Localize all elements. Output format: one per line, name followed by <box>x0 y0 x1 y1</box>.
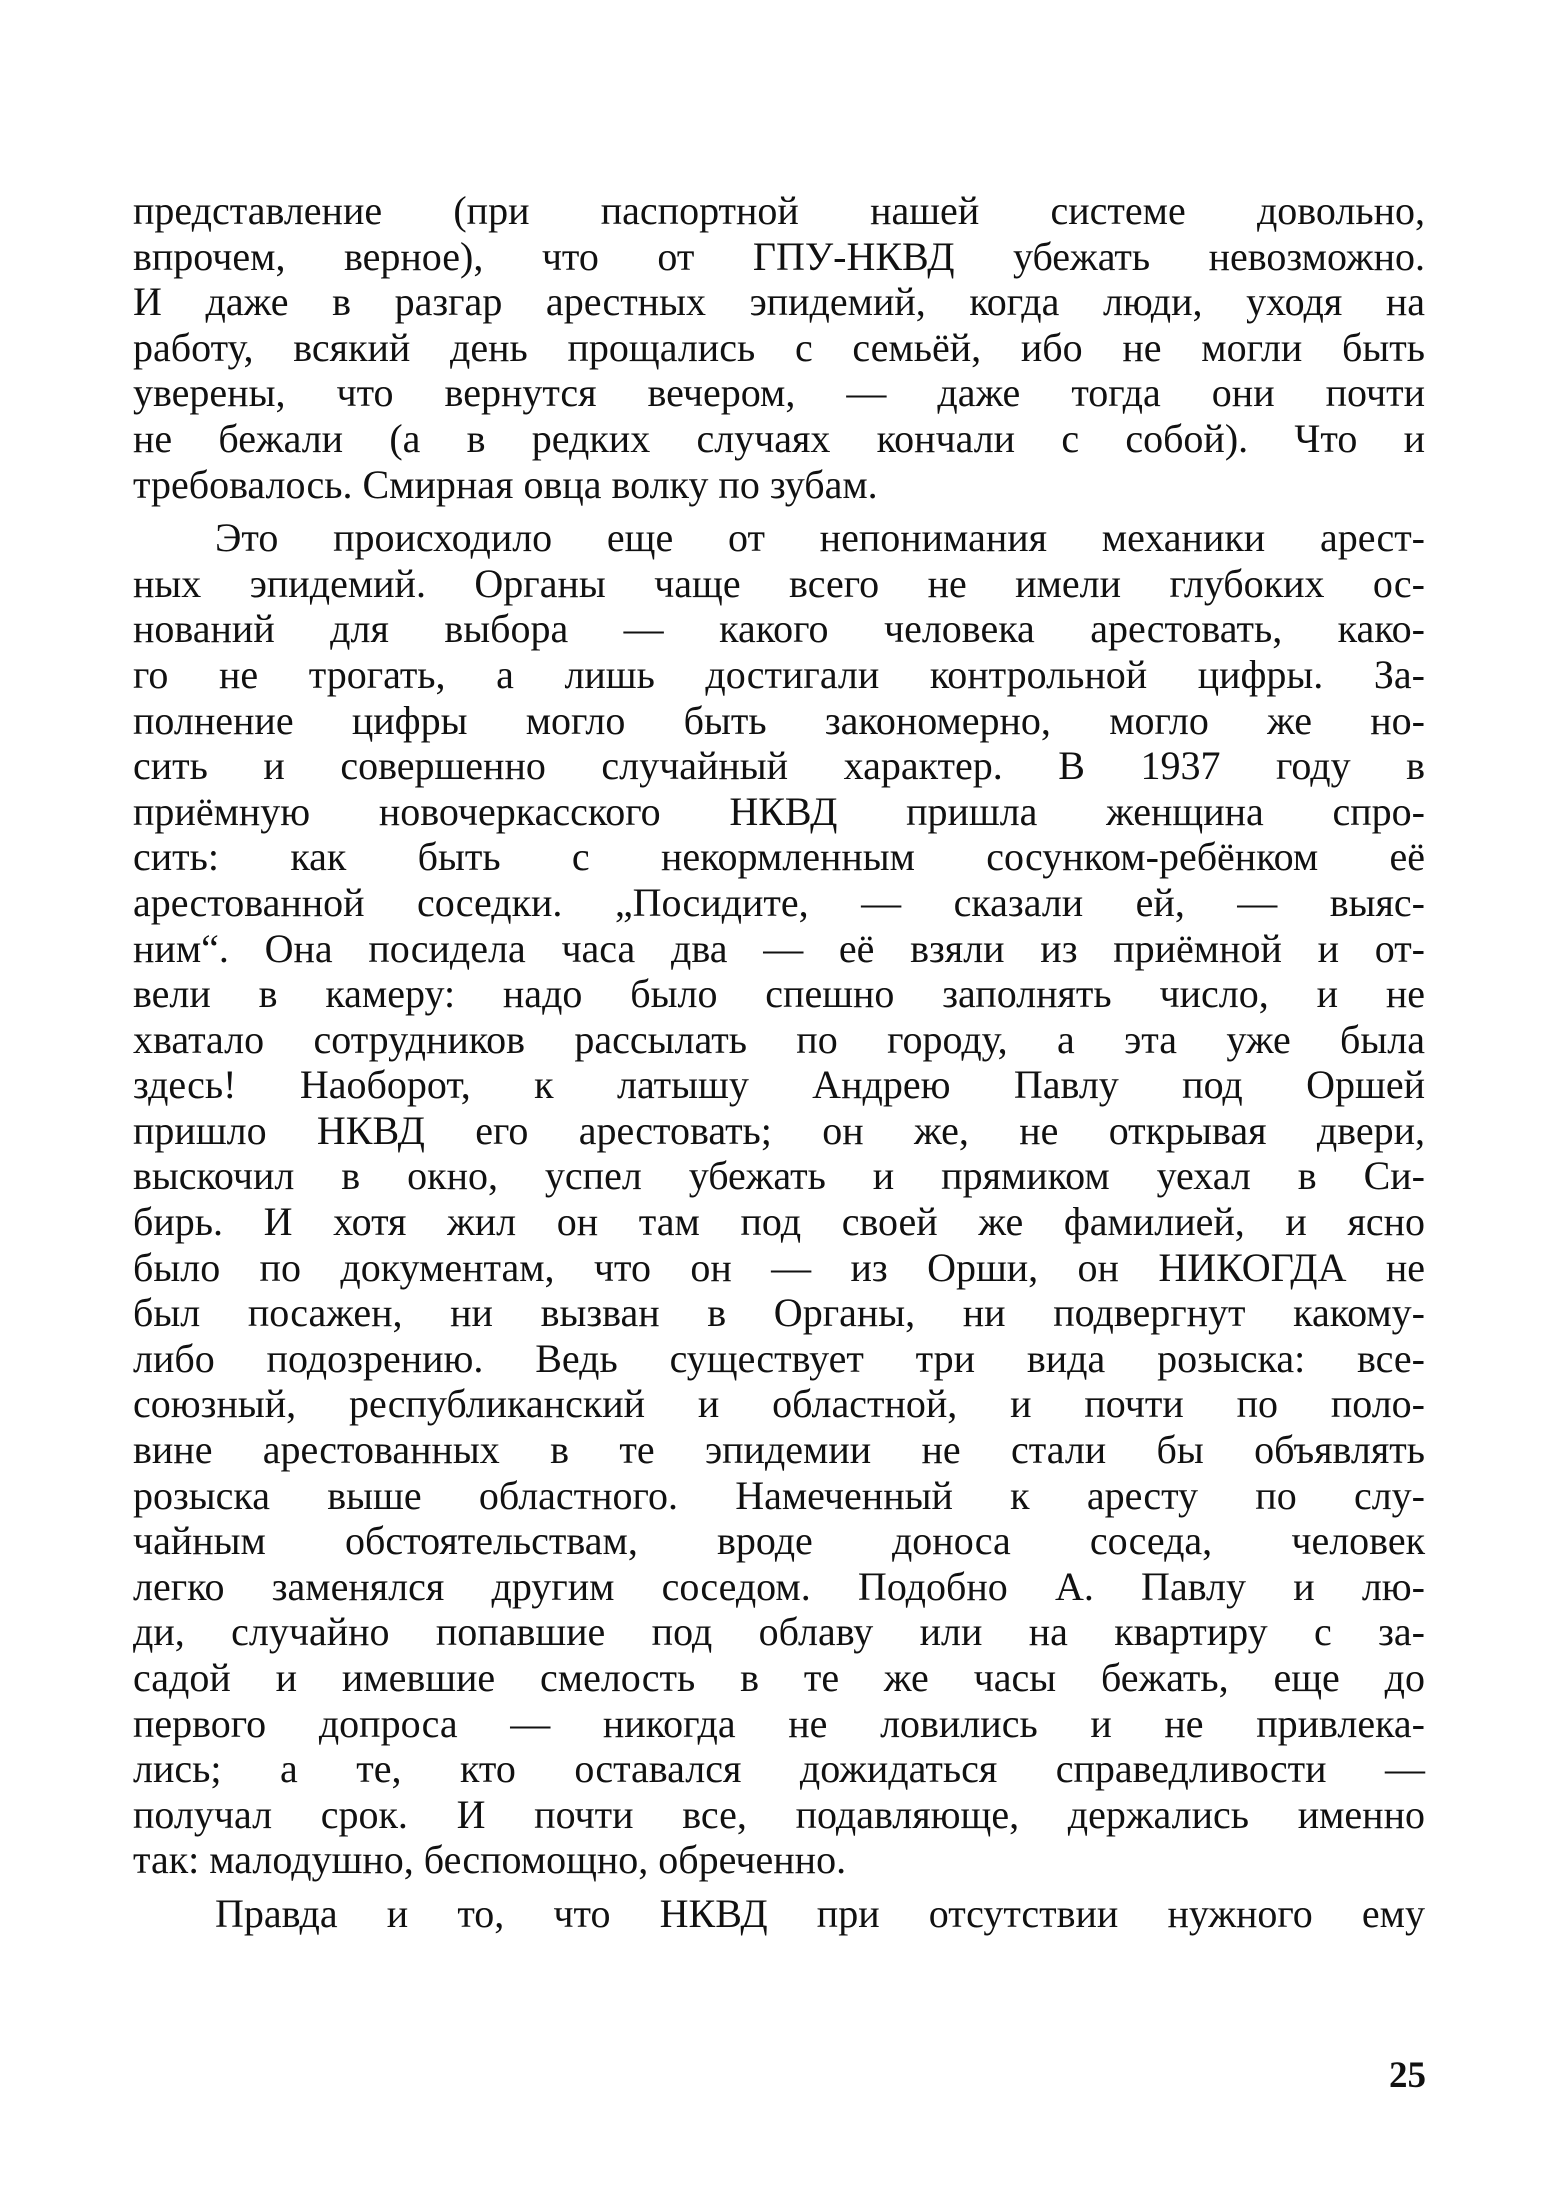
text-line: вине арестованных в те эпидемии не стали бы объявлять <box>133 1427 1425 1473</box>
page-number: 25 <box>1389 2055 1426 2096</box>
text-line: Это происходило еще от непонимания механики арест- <box>215 515 1425 561</box>
text-line: так: малодушно, беспомощно, обреченно. <box>133 1837 847 1883</box>
text-line: ди, случайно попавшие под облаву или на квартиру с за- <box>133 1609 1425 1655</box>
text-line: первого допроса — никогда не ловились и не привлека- <box>133 1700 1425 1746</box>
text-line: садой и имевшие смелость в те же часы бежать, еще до <box>133 1655 1425 1700</box>
text-line: хватало сотрудников рассылать по городу, а эта уже была <box>133 1016 1425 1062</box>
text-line: И даже в разгар арестных эпидемий, когда люди, уходя на <box>133 279 1425 325</box>
text-line: полнение цифры могло быть закономерно, могло же но- <box>133 697 1425 743</box>
text-line: работу, всякий день прощались с семьёй, ибо не могли быть <box>133 324 1425 370</box>
text-line: уверены, что вернутся вечером, — даже тогда они почти <box>133 370 1425 416</box>
text-line: арестованной соседки. „Посидите, — сказали ей, — выяс- <box>133 879 1425 925</box>
body-text <box>133 188 1425 1937</box>
text-line: лись; а те, кто оставался дожидаться справедливости — <box>133 1746 1425 1792</box>
text-line: сить: как быть с некормленным сосунком-ребёнком её <box>133 834 1425 880</box>
text-line: было по документам, что он — из Орши, он НИКОГДА не <box>133 1244 1425 1290</box>
text-line: го не трогать, а лишь достигали контрольной цифры. За- <box>133 651 1425 697</box>
text-line: легко заменялся другим соседом. Подобно А. Павлу и лю- <box>133 1563 1425 1609</box>
text-line: получал срок. И почти все, подавляюще, держались именно <box>133 1791 1425 1837</box>
text-line: выскочил в окно, успел убежать и прямиком уехал в Си- <box>133 1153 1425 1199</box>
text-line: здесь! Наоборот, к латышу Андрею Павлу под Оршей <box>133 1062 1425 1108</box>
text-line: не бежали (а в редких случаях кончали с собой). Что и <box>133 415 1425 461</box>
text-line: приёмную новочеркасского НКВД пришла женщина спро- <box>133 788 1425 834</box>
text-line: впрочем, верное), что от ГПУ-НКВД убежать невозможно. <box>133 233 1425 279</box>
text-line: бирь. И хотя жил он там под своей же фамилией, и ясно <box>133 1199 1425 1245</box>
text-line: представление (при паспортной нашей системе довольно, <box>133 188 1425 233</box>
text-line: был посажен, ни вызван в Органы, ни подвергнут какому- <box>133 1290 1425 1336</box>
text-line: нований для выбора — какого человека арестовать, како- <box>133 606 1425 652</box>
text-line: требовалось. Смирная овца волку по зубам. <box>133 461 878 507</box>
text-line: ных эпидемий. Органы чаще всего не имели глубоких ос- <box>133 560 1425 606</box>
text-line: сить и совершенно случайный характер. В 1937 году в <box>133 743 1425 789</box>
text-line: вели в камеру: надо было спешно заполнять число, и не <box>133 971 1425 1017</box>
text-line: Правда и то, что НКВД при отсутствии нужного ему <box>215 1890 1425 1936</box>
paragraph-gap <box>133 1883 1425 1891</box>
text-line: пришло НКВД его арестовать; он же, не открывая двери, <box>133 1107 1425 1153</box>
text-line: союзный, республиканский и областной, и почти по поло- <box>133 1381 1425 1427</box>
text-line: розыска выше областного. Намеченный к аресту по слу- <box>133 1472 1425 1518</box>
text-line: чайным обстоятельствам, вроде доноса соседа, человек <box>133 1518 1425 1564</box>
text-line: ним“. Она посидела часа два — её взяли из приёмной и от- <box>133 925 1425 971</box>
paragraph-gap <box>133 507 1425 515</box>
text-line: либо подозрению. Ведь существует три вида розыска: все- <box>133 1335 1425 1381</box>
